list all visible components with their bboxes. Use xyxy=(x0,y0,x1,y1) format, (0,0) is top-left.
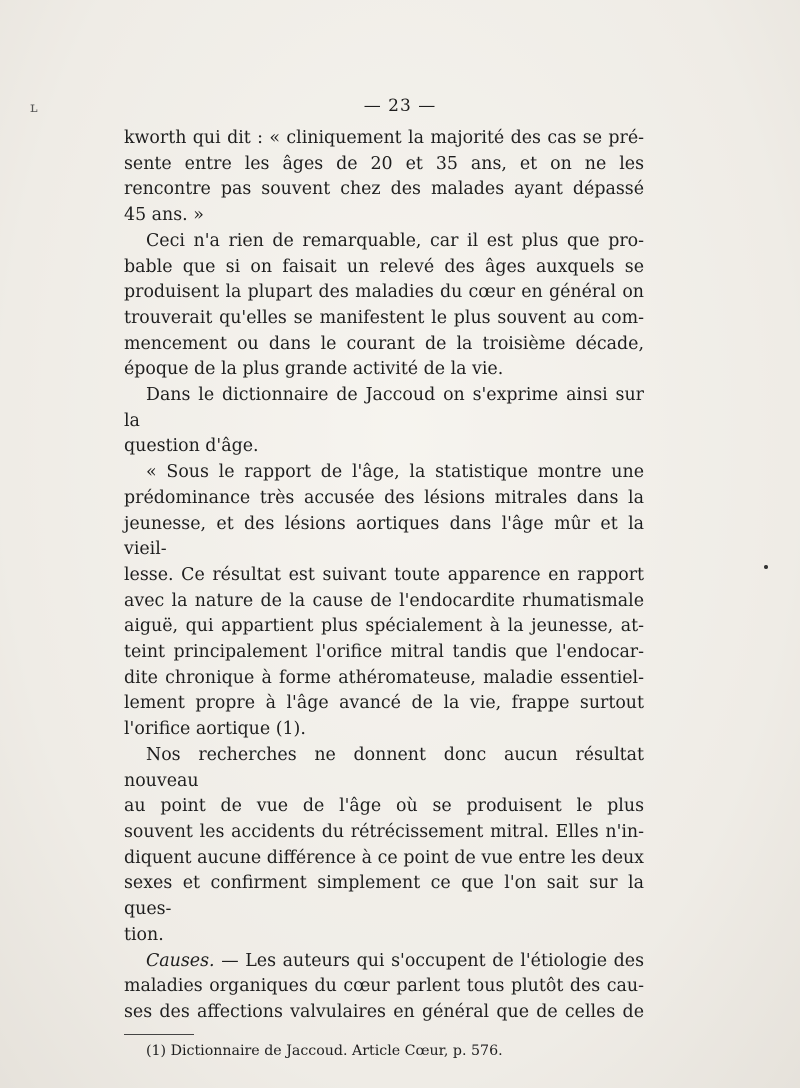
text-line: tion. xyxy=(124,924,164,945)
text-line: bable que si on faisait un relevé des âges auxquels se xyxy=(124,256,644,277)
page-number: — 23 — xyxy=(363,96,437,116)
text-line: lement propre à l'âge avancé de la vie, frappe surtout xyxy=(124,693,644,714)
text-line: l'orifice aortique (1). xyxy=(124,719,306,740)
text-line: kworth qui dit : « cliniquement la majorité des cas se pré- xyxy=(124,128,644,148)
text-line: « Sous le rapport de l'âge, la statistique montre une xyxy=(146,462,644,483)
text-line: au point de vue de l'âge où se produisent le plus xyxy=(124,796,644,817)
text-line: jeunesse, et des lésions aortiques dans l'âge mûr et la vieil- xyxy=(124,513,644,560)
paragraph-2 xyxy=(124,229,644,383)
text-line: avec la nature de la cause de l'endocardite rhumatismale xyxy=(124,590,644,611)
text-line: question d'âge. xyxy=(124,436,259,457)
paragraph-6-causes xyxy=(124,949,644,1026)
margin-mark: ʟ xyxy=(30,100,38,116)
paragraph-5 xyxy=(124,743,644,949)
text-line: diquent aucune différence à ce point de vue entre les deux xyxy=(124,847,644,868)
paragraph-3 xyxy=(124,383,644,460)
text-line: lesse. Ce résultat est suivant toute apparence en rapport xyxy=(124,564,644,585)
text-line: trouverait qu'elles se manifestent le plus souvent au com- xyxy=(124,307,644,328)
text-line: 45 ans. » xyxy=(124,205,204,226)
text-line: aiguë, qui appartient plus spécialement à la jeunesse, at- xyxy=(124,616,644,637)
text-line: sexes et confirment simplement ce que l'on sait sur la ques- xyxy=(124,873,644,920)
text-line: sente entre les âges de 20 et 35 ans, et on ne les xyxy=(124,153,644,174)
text-line: mencement ou dans le courant de la troisième décade, xyxy=(124,333,644,354)
text-line: époque de la plus grande activité de la vie. xyxy=(124,359,504,380)
body-text xyxy=(124,126,644,1061)
footnote-rule xyxy=(124,1034,194,1035)
text-line xyxy=(124,949,644,975)
text-line: Dans le dictionnaire de Jaccoud on s'exprime ainsi sur la xyxy=(124,385,644,431)
text-line: Nos recherches ne donnent donc aucun résultat nouveau xyxy=(124,744,644,791)
text-line: prédominance très accusée des lésions mitrales dans la xyxy=(124,487,644,508)
text-line: ses des affections valvulaires en général que de celles de xyxy=(124,1001,644,1022)
footnote: (1) Dictionnaire de Jaccoud. Article Cœur, p. 576. xyxy=(146,1042,503,1059)
causes-heading: Causes. xyxy=(146,950,215,971)
text-line: rencontre pas souvent chez des malades ayant dépassé xyxy=(124,179,644,200)
text-line: dite chronique à forme athéromateuse, maladie essentiel- xyxy=(124,667,644,688)
paragraph-4-quotation xyxy=(124,460,644,743)
text-line: souvent les accidents du rétrécissement mitral. Elles n'in- xyxy=(124,821,644,842)
text-line: teint principalement l'orifice mitral tandis que l'endocar- xyxy=(124,642,644,663)
text-line: maladies organiques du cœur parlent tous plutôt des cau- xyxy=(124,976,644,997)
ink-dot xyxy=(764,565,768,569)
text-line: Ceci n'a rien de remarquable, car il est plus que pro- xyxy=(146,230,644,251)
text-fragment: — Les auteurs qui s'occupent de l'étiologie des xyxy=(214,950,644,971)
paragraph-1 xyxy=(124,126,644,229)
text-line: produisent la plupart des maladies du cœur en général on xyxy=(124,282,644,303)
